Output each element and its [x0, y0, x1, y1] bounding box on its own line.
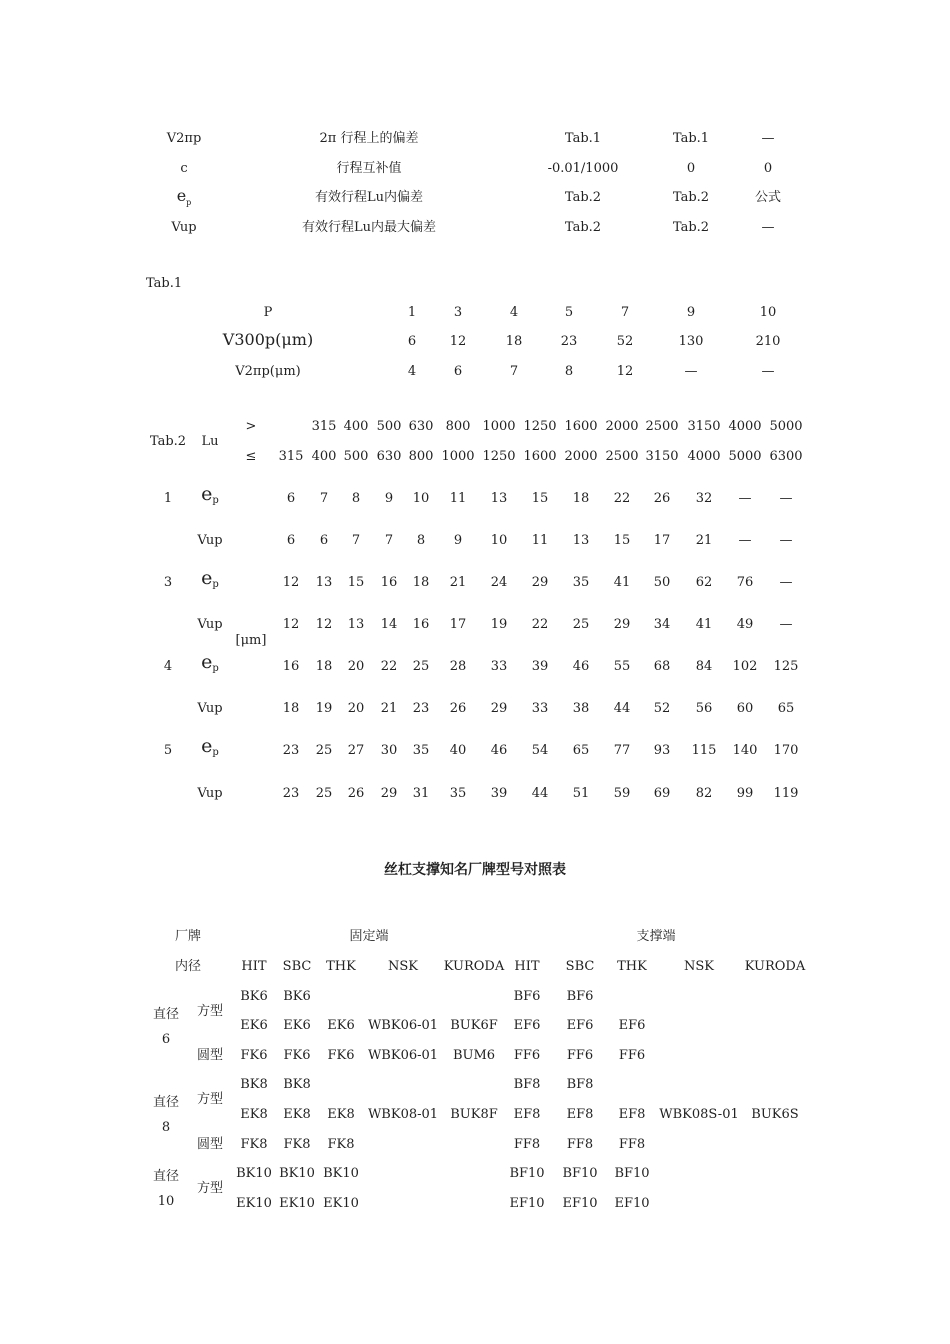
model-cell: BUK6S [751, 1107, 799, 1122]
ep-subscript: p [212, 747, 219, 758]
tab2-range-upper: 3150 [645, 449, 679, 464]
diameter-label: 直径 [152, 1006, 180, 1022]
param-value-2: Tab.2 [672, 190, 710, 205]
tab2-vup-cell: 6 [286, 533, 296, 548]
model-cell: FK6 [283, 1048, 311, 1063]
model-cell: EF8 [513, 1107, 541, 1122]
tab2-range-lower: 800 [445, 419, 471, 434]
tab2-vup-cell: 31 [412, 786, 430, 801]
param-value-3: — [761, 131, 775, 146]
tab2-range-lower: 1600 [564, 419, 598, 434]
tab2-vup-cell: 41 [695, 617, 713, 632]
tab2-ep-cell: 35 [572, 575, 590, 590]
tab2-ep-cell: 41 [613, 575, 631, 590]
param-value-3: 公式 [754, 190, 782, 205]
tab2-ep-cell: 23 [282, 743, 300, 758]
tab2-range-upper: 4000 [687, 449, 721, 464]
param-symbol: V2πp [166, 131, 202, 146]
tab2-ep-cell: 102 [732, 659, 758, 674]
model-cell: EF8 [618, 1107, 646, 1122]
tab2-ep-label [201, 483, 219, 509]
ep-subscript: p [212, 579, 219, 590]
tab2-vup-cell: 60 [736, 701, 754, 716]
tab2-vup-cell: — [779, 617, 793, 632]
tab2-vup-cell: 13 [572, 533, 590, 548]
tab2-ep-cell: 18 [412, 575, 430, 590]
tab1-cell: 18 [505, 334, 523, 349]
tab2-vup-cell: 34 [653, 617, 671, 632]
tab2-unit-label: [μm] [235, 633, 267, 648]
brand-name: HIT [514, 959, 540, 974]
model-cell: BK8 [240, 1077, 268, 1092]
model-cell: BK10 [279, 1166, 315, 1181]
tab2-ep-cell: 11 [449, 491, 467, 506]
brand-name: KURODA [443, 959, 505, 974]
tab1-cell: 12 [616, 364, 634, 379]
tab2-vup-cell: 49 [736, 617, 754, 632]
diameter-label: 直径 [152, 1095, 180, 1110]
model-cell: FF6 [566, 1048, 594, 1063]
tab2-vup-cell: 25 [315, 786, 333, 801]
tab2-lead-p: 5 [163, 743, 173, 758]
tab2-vup-label: Vup [197, 533, 223, 548]
tab2-range-upper: 400 [311, 449, 337, 464]
tab1-cell: 6 [407, 334, 417, 349]
mount-type-label: 方型 [196, 1092, 224, 1107]
tab2-lead-p: 4 [163, 659, 173, 674]
ep-symbol: e [201, 567, 213, 589]
tab2-vup-cell: 8 [416, 533, 426, 548]
tab2-vup-cell: 16 [412, 617, 430, 632]
support-end-header: 支撑端 [636, 929, 676, 944]
tab2-ep-cell: 33 [490, 659, 508, 674]
tab2-vup-cell: 59 [613, 786, 631, 801]
brand-header: 厂牌 [174, 929, 202, 944]
param-value-2: Tab.1 [672, 131, 710, 146]
model-cell: FF8 [618, 1137, 646, 1152]
tab1-col-header: 1 [407, 305, 417, 320]
tab2-ep-cell: — [779, 491, 793, 506]
brand-name: SBC [282, 959, 312, 974]
tab2-ep-cell: 65 [572, 743, 590, 758]
tab2-ep-cell: 76 [736, 575, 754, 590]
tab2-vup-cell: 11 [531, 533, 549, 548]
tab1-cell: 130 [678, 334, 704, 349]
tab2-ep-cell: 32 [695, 491, 713, 506]
tab2-range-upper: 630 [376, 449, 402, 464]
tab1-cell: — [684, 364, 698, 379]
tab1-cell: 12 [449, 334, 467, 349]
model-cell: BF10 [614, 1166, 650, 1181]
brand-name: SBC [565, 959, 595, 974]
param-value-1: Tab.1 [564, 131, 602, 146]
param-symbol [177, 188, 192, 211]
tab2-vup-cell: 17 [449, 617, 467, 632]
tab2-vup-cell: 56 [695, 701, 713, 716]
tab2-ep-cell: 15 [531, 491, 549, 506]
param-description: 有效行程Lu内偏差 [314, 190, 424, 205]
tab2-vup-cell: 33 [531, 701, 549, 716]
tab2-ep-cell: 21 [449, 575, 467, 590]
model-cell: FF6 [618, 1048, 646, 1063]
tab2-vup-cell: 29 [380, 786, 398, 801]
ep-subscript: p [212, 663, 219, 674]
tab2-ep-cell: 25 [315, 743, 333, 758]
model-cell: FK8 [240, 1137, 268, 1152]
tab2-label: Tab.2 [149, 434, 187, 449]
tab2-vup-cell: 51 [572, 786, 590, 801]
tab2-range-upper: 2500 [605, 449, 639, 464]
tab2-ep-cell: 22 [613, 491, 631, 506]
tab2-ep-cell: 16 [282, 659, 300, 674]
tab2-ep-cell: 115 [691, 743, 717, 758]
model-cell: EF8 [566, 1107, 594, 1122]
brand-name: KURODA [744, 959, 806, 974]
tab2-range-lower: 1250 [523, 419, 557, 434]
tab2-vup-cell: 14 [380, 617, 398, 632]
tab2-ep-cell: 39 [531, 659, 549, 674]
param-symbol: Vup [171, 220, 197, 235]
tab2-vup-cell: 17 [653, 533, 671, 548]
tab2-ep-cell: 7 [319, 491, 329, 506]
tab2-vup-cell: 52 [653, 701, 671, 716]
tab2-ep-cell: 27 [347, 743, 365, 758]
tab2-range-upper: 1250 [482, 449, 516, 464]
tab2-ep-cell: 29 [531, 575, 549, 590]
model-cell: EF10 [562, 1196, 598, 1211]
model-cell: EK8 [240, 1107, 268, 1122]
tab1-col-header: 7 [620, 305, 630, 320]
tab2-vup-label: Vup [197, 701, 223, 716]
tab2-ep-cell: 20 [347, 659, 365, 674]
tab2-range-lower: 630 [408, 419, 434, 434]
model-cell: EK10 [279, 1196, 315, 1211]
tab2-ep-cell: 54 [531, 743, 549, 758]
tab2-vup-cell: 69 [653, 786, 671, 801]
tab2-vup-cell: 65 [777, 701, 795, 716]
tab2-range-lower: 5000 [769, 419, 803, 434]
param-value-1: -0.01/1000 [547, 161, 619, 176]
tab2-vup-cell: 44 [613, 701, 631, 716]
model-cell: BF6 [566, 989, 594, 1004]
model-cell: BK6 [283, 989, 311, 1004]
mount-type-label: 方型 [196, 1003, 224, 1019]
tab2-range-upper: 1000 [441, 449, 475, 464]
tab2-range-lower: 2500 [645, 419, 679, 434]
model-cell: BK10 [323, 1166, 359, 1181]
model-cell: EK8 [327, 1107, 355, 1122]
tab2-range-upper: 800 [408, 449, 434, 464]
model-cell: BK10 [236, 1166, 272, 1181]
tab2-range-upper: 5000 [728, 449, 762, 464]
mount-type-label: 圆型 [196, 1137, 224, 1152]
param-value-2: 0 [686, 161, 696, 176]
tab2-vup-cell: 10 [490, 533, 508, 548]
tab2-ep-cell: 68 [653, 659, 671, 674]
tab2-ep-cell: 22 [380, 659, 398, 674]
tab2-vup-cell: 38 [572, 701, 590, 716]
tab2-range-lower: 4000 [728, 419, 762, 434]
tab2-ep-label [201, 735, 219, 761]
param-symbol-main: e [176, 186, 187, 205]
ep-subscript: p [212, 495, 219, 506]
model-cell: BUK6F [450, 1018, 498, 1033]
tab1-col-header: 3 [453, 305, 463, 320]
tab2-ep-cell: — [738, 491, 752, 506]
tab2-vup-label: Vup [197, 786, 223, 801]
model-cell: BF10 [562, 1166, 598, 1181]
tab2-range-lower: 3150 [687, 419, 721, 434]
tab2-ep-cell: 8 [351, 491, 361, 506]
tab2-le-symbol: ≤ [245, 449, 257, 464]
tab2-vup-cell: 22 [531, 617, 549, 632]
tab2-vup-cell: — [738, 533, 752, 548]
param-symbol: c [180, 161, 188, 176]
tab2-ep-cell: 10 [412, 491, 430, 506]
model-cell: EK6 [240, 1018, 268, 1033]
model-cell: FK8 [327, 1137, 355, 1152]
tab2-range-lower: 500 [376, 419, 402, 434]
model-cell: EK10 [236, 1196, 272, 1211]
tab2-vup-cell: 19 [315, 701, 333, 716]
tab1-cell: 7 [509, 364, 519, 379]
tab2-ep-cell: 28 [449, 659, 467, 674]
model-cell: EF6 [618, 1018, 646, 1033]
tab1-cell: 8 [564, 364, 574, 379]
tab1-row-label: V300p(μm) [222, 330, 314, 349]
model-cell: WBK08-01 [367, 1107, 439, 1122]
tab2-vup-cell: 20 [347, 701, 365, 716]
diameter-value: 8 [161, 1120, 171, 1135]
model-cell: BF8 [513, 1077, 541, 1092]
tab2-vup-cell: — [779, 533, 793, 548]
model-cell: EK6 [327, 1018, 355, 1033]
model-cell: FF8 [513, 1137, 541, 1152]
tab2-gt-symbol: > [245, 419, 257, 434]
tab1-cell: 52 [616, 334, 634, 349]
tab1-cell: — [761, 364, 775, 379]
tab2-vup-cell: 44 [531, 786, 549, 801]
tab2-range-lower: 400 [343, 419, 369, 434]
tab2-vup-cell: 12 [282, 617, 300, 632]
tab2-range-lower: 315 [311, 419, 337, 434]
tab2-lead-p: 1 [163, 491, 173, 506]
tab2-vup-cell: 26 [449, 701, 467, 716]
model-cell: EF10 [509, 1196, 545, 1211]
tab2-vup-cell: 35 [449, 786, 467, 801]
brand-name: HIT [241, 959, 267, 974]
param-value-2: Tab.2 [672, 220, 710, 235]
tab1-header-p: P [263, 305, 273, 320]
tab2-vup-cell: 23 [282, 786, 300, 801]
model-cell: EK6 [283, 1018, 311, 1033]
tab2-ep-cell: 77 [613, 743, 631, 758]
diameter-value: 10 [157, 1194, 175, 1209]
model-cell: WBK06-01 [367, 1048, 439, 1063]
model-cell: FK6 [327, 1048, 355, 1063]
tab2-vup-cell: 15 [613, 533, 631, 548]
model-cell: BF10 [509, 1166, 545, 1181]
model-cell: BK8 [283, 1077, 311, 1092]
brand-name: THK [617, 959, 647, 974]
tab2-range-upper: 1600 [523, 449, 557, 464]
tab2-ep-label [201, 651, 219, 677]
model-cell: EF6 [513, 1018, 541, 1033]
param-value-3: — [761, 220, 775, 235]
tab2-ep-cell: 18 [315, 659, 333, 674]
model-cell: FF8 [566, 1137, 594, 1152]
diameter-label: 直径 [152, 1169, 180, 1184]
tab1-col-header: 9 [686, 305, 696, 320]
tab2-vup-cell: 12 [315, 617, 333, 632]
model-cell: WBK08S-01 [659, 1107, 739, 1122]
model-cell: FF6 [513, 1048, 541, 1063]
tab2-ep-cell: 93 [653, 743, 671, 758]
tab2-ep-cell: — [779, 575, 793, 590]
tab2-ep-cell: 24 [490, 575, 508, 590]
tab2-vup-cell: 82 [695, 786, 713, 801]
tab2-ep-cell: 62 [695, 575, 713, 590]
tab2-ep-cell: 12 [282, 575, 300, 590]
tab2-ep-cell: 30 [380, 743, 398, 758]
param-symbol-sub: p [186, 198, 192, 208]
mount-type-label: 圆型 [196, 1048, 224, 1063]
tab1-col-header: 10 [759, 305, 777, 320]
tab1-cell: 210 [755, 334, 781, 349]
tab2-vup-cell: 19 [490, 617, 508, 632]
tab2-range-upper: 315 [278, 449, 304, 464]
tab2-ep-cell: 16 [380, 575, 398, 590]
ep-symbol: e [201, 651, 213, 673]
param-description: 行程互补值 [336, 161, 402, 176]
tab2-vup-cell: 18 [282, 701, 300, 716]
diameter-value: 6 [161, 1031, 171, 1047]
tab2-ep-cell: 35 [412, 743, 430, 758]
tab2-ep-cell: 13 [490, 491, 508, 506]
tab2-vup-cell: 99 [736, 786, 754, 801]
tab2-ep-cell: 18 [572, 491, 590, 506]
tab2-ep-cell: 46 [490, 743, 508, 758]
brand-name: NSK [388, 959, 418, 974]
tab2-vup-cell: 26 [347, 786, 365, 801]
param-value-1: Tab.2 [564, 190, 602, 205]
tab2-ep-cell: 84 [695, 659, 713, 674]
model-cell: BUM6 [452, 1048, 496, 1063]
mount-type-label: 方型 [196, 1181, 224, 1196]
tab2-vup-cell: 7 [384, 533, 394, 548]
tab2-ep-cell: 140 [732, 743, 758, 758]
model-cell: FK8 [283, 1137, 311, 1152]
tab2-vup-cell: 29 [490, 701, 508, 716]
tab2-ep-cell: 46 [572, 659, 590, 674]
tab2-ep-cell: 50 [653, 575, 671, 590]
bore-header: 内径 [174, 959, 202, 974]
tab2-vup-cell: 21 [695, 533, 713, 548]
tab1-row-label: V2πp(μm) [235, 364, 301, 379]
tab2-vup-cell: 13 [347, 617, 365, 632]
tab1-cell: 6 [453, 364, 463, 379]
ep-symbol: e [201, 483, 213, 505]
tab2-ep-cell: 40 [449, 743, 467, 758]
tab2-ep-cell: 15 [347, 575, 365, 590]
tab1-col-header: 5 [564, 305, 574, 320]
tab2-vup-cell: 9 [453, 533, 463, 548]
tab2-vup-cell: 23 [412, 701, 430, 716]
tab2-ep-cell: 170 [773, 743, 799, 758]
tab2-vup-cell: 7 [351, 533, 361, 548]
tab1-cell: 23 [560, 334, 578, 349]
tab2-ep-cell: 125 [773, 659, 799, 674]
tab2-lead-p: 3 [163, 575, 173, 590]
tab2-lu-label: Lu [201, 434, 219, 449]
model-cell: BK6 [240, 989, 268, 1004]
model-cell: BUK8F [450, 1107, 498, 1122]
tab2-ep-label [201, 567, 219, 593]
tab1-col-header: 4 [509, 305, 519, 320]
tab2-vup-cell: 6 [319, 533, 329, 548]
tab2-ep-cell: 13 [315, 575, 333, 590]
model-cell: WBK06-01 [367, 1018, 439, 1033]
tab2-vup-label: Vup [197, 617, 223, 632]
tab2-vup-cell: 29 [613, 617, 631, 632]
fixed-end-header: 固定端 [349, 929, 389, 944]
param-value-1: Tab.2 [564, 220, 602, 235]
tab1-label: Tab.1 [146, 276, 183, 291]
tab2-ep-cell: 55 [613, 659, 631, 674]
model-cell: EK8 [283, 1107, 311, 1122]
tab2-ep-cell: 6 [286, 491, 296, 506]
model-cell: EK10 [323, 1196, 359, 1211]
model-cell: BF6 [513, 989, 541, 1004]
param-description: 2π 行程上的偏差 [319, 131, 419, 146]
tab2-range-upper: 500 [343, 449, 369, 464]
model-cell: FK6 [240, 1048, 268, 1063]
tab2-ep-cell: 9 [384, 491, 394, 506]
tab2-vup-cell: 25 [572, 617, 590, 632]
ep-symbol: e [201, 735, 213, 757]
tab1-cell: 4 [407, 364, 417, 379]
tab2-ep-cell: 26 [653, 491, 671, 506]
tab2-vup-cell: 119 [773, 786, 799, 801]
brand-name: NSK [684, 959, 714, 974]
param-value-3: 0 [763, 161, 773, 176]
tab2-range-lower: 2000 [605, 419, 639, 434]
tab2-range-upper: 6300 [769, 449, 803, 464]
brand-name: THK [326, 959, 356, 974]
tab2-vup-cell: 39 [490, 786, 508, 801]
model-cell: BF8 [566, 1077, 594, 1092]
tab2-ep-cell: 25 [412, 659, 430, 674]
model-cell: EF10 [614, 1196, 650, 1211]
param-description: 有效行程Lu内最大偏差 [301, 220, 437, 235]
model-cell: EF6 [566, 1018, 594, 1033]
tab2-range-upper: 2000 [564, 449, 598, 464]
brand-table-title: 丝杠支撑知名厂牌型号对照表 [384, 862, 566, 878]
tab2-vup-cell: 21 [380, 701, 398, 716]
tab2-range-lower: 1000 [482, 419, 516, 434]
